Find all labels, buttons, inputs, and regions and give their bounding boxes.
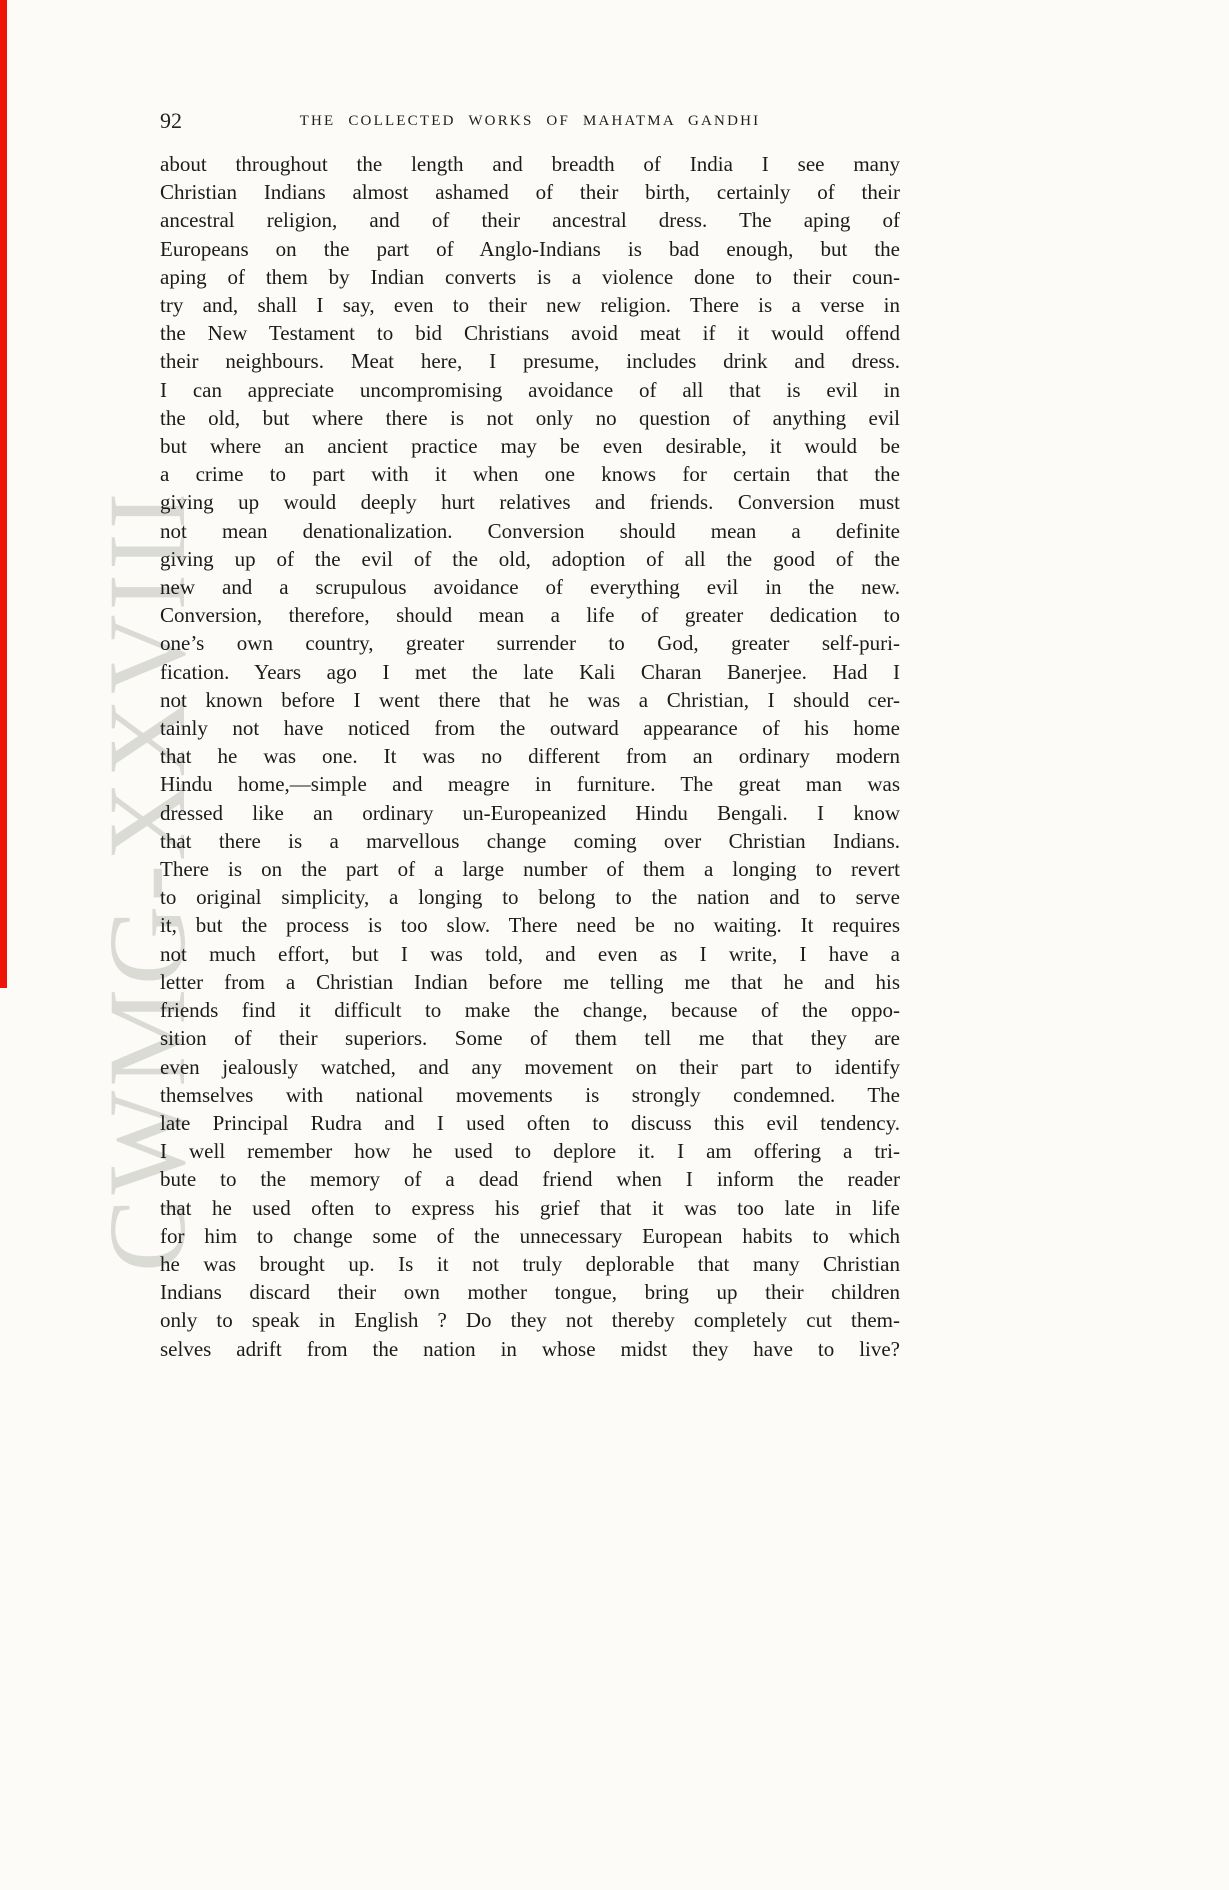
running-header-title: THE COLLECTED WORKS OF MAHATMA GANDHI [299, 113, 761, 129]
text-line: There is on the part of a large number of them a longing to revert [160, 857, 900, 882]
text-line: selves adrift from the nation in whose midst they have to live? [160, 1336, 900, 1361]
text-line: ancestral religion, and of their ancestral dress. The aping of [160, 208, 900, 233]
text-line: giving up of the evil of the old, adoption of all the good of the [160, 546, 900, 571]
text-line: tainly not have noticed from the outward appearance of his home [160, 716, 900, 741]
text-line: not much effort, but I was told, and even as I write, I have a [160, 941, 900, 966]
body-text [160, 150, 900, 1363]
text-line: for him to change some of the unnecessary European habits to which [160, 1223, 900, 1248]
volume-watermark: CWMG-XXVIII [86, 488, 208, 1272]
text-line: late Principal Rudra and I used often to discuss this evil tendency. [160, 1110, 900, 1135]
text-line: aping of them by Indian converts is a violence done to their coun- [160, 264, 900, 289]
red-edge-mark [0, 0, 7, 988]
text-line: not known before I went there that he was a Christian, I should cer- [160, 687, 900, 712]
text-line: giving up would deeply hurt relatives and friends. Conversion must [160, 490, 900, 515]
text-line: themselves with national movements is strongly condemned. The [160, 1082, 900, 1107]
text-line: Indians discard their own mother tongue, bring up their children [160, 1280, 900, 1305]
text-line: even jealously watched, and any movement on their part to identify [160, 1054, 900, 1079]
page-number: 92 [160, 108, 182, 133]
text-line: a crime to part with it when one knows for certain that the [160, 462, 900, 487]
text-line: new and a scrupulous avoidance of everything evil in the new. [160, 575, 900, 600]
text-line: I can appreciate uncompromising avoidance of all that is evil in [160, 377, 900, 402]
text-line: their neighbours. Meat here, I presume, includes drink and dress. [160, 349, 900, 374]
text-line: the old, but where there is not only no question of anything evil [160, 405, 900, 430]
text-line: to original simplicity, a longing to belong to the nation and to serve [160, 885, 900, 910]
text-line: sition of their superiors. Some of them tell me that they are [160, 1026, 900, 1051]
page-header [160, 106, 900, 136]
text-line: dressed like an ordinary un-Europeanized Hindu Bengali. I know [160, 800, 900, 825]
text-line: Conversion, therefore, should mean a life of greater dedication to [160, 603, 900, 628]
text-line: not mean denationalization. Conversion should mean a definite [160, 518, 900, 543]
text-line: it, but the process is too slow. There need be no waiting. It requires [160, 913, 900, 938]
text-line: but where an ancient practice may be even desirable, it would be [160, 434, 900, 459]
text-line: he was brought up. Is it not truly deplorable that many Christian [160, 1251, 900, 1276]
text-line: I well remember how he used to deplore it. I am offering a tri- [160, 1139, 900, 1164]
text-line: fication. Years ago I met the late Kali Charan Banerjee. Had I [160, 659, 900, 684]
text-line: that he was one. It was no different from an ordinary modern [160, 744, 900, 769]
text-line: that there is a marvellous change coming over Christian Indians. [160, 828, 900, 853]
text-line: Hindu home,—simple and meagre in furniture. The great man was [160, 772, 900, 797]
text-line: one’s own country, greater surrender to God, greater self-puri- [160, 631, 900, 656]
text-line: only to speak in English ? Do they not thereby completely cut them- [160, 1308, 900, 1333]
text-line: about throughout the length and breadth of India I see many [160, 152, 900, 176]
text-line: that he used often to express his grief that it was too late in life [160, 1195, 900, 1220]
text-line: try and, shall I say, even to their new religion. There is a verse in [160, 293, 900, 318]
text-line: bute to the memory of a dead friend when I inform the reader [160, 1167, 900, 1192]
text-line: friends find it difficult to make the change, because of the oppo- [160, 998, 900, 1023]
text-block [160, 106, 900, 1363]
text-line: Christian Indians almost ashamed of their birth, certainly of their [160, 180, 900, 205]
text-line: letter from a Christian Indian before me telling me that he and his [160, 969, 900, 994]
text-line: Europeans on the part of Anglo-Indians is bad enough, but the [160, 236, 900, 261]
text-line: the New Testament to bid Christians avoid meat if it would offend [160, 321, 900, 346]
